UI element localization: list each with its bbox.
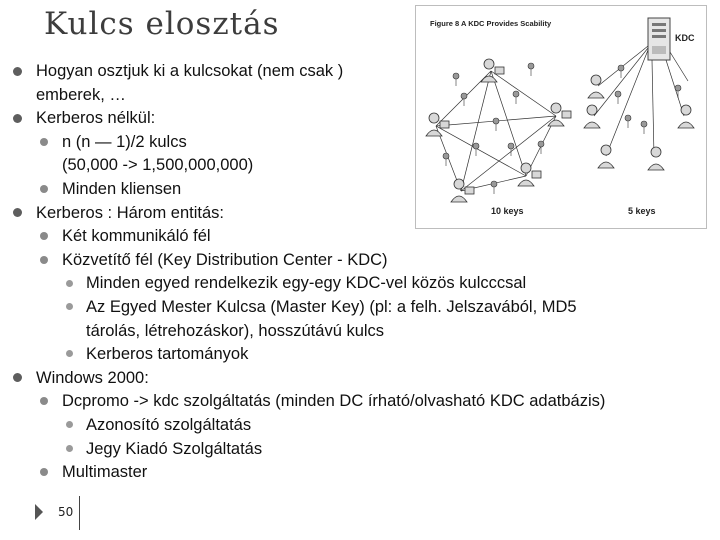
bullet-item: Kerberos nélkül: — [36, 109, 156, 128]
bullet-item: Azonosító szolgáltatás — [86, 416, 252, 434]
bullet-dot — [66, 303, 73, 310]
bullet-continuation: tárolás, létrehozáskor), hosszútávú kulcs — [86, 321, 385, 340]
left-key-icons — [443, 63, 544, 194]
kdc-server-icon — [648, 18, 670, 60]
bullet-dot — [66, 421, 73, 428]
page-number: 50 — [58, 505, 74, 519]
bullet-dot — [66, 445, 73, 452]
left-user-icons — [426, 59, 571, 202]
bullet-dot — [40, 468, 48, 476]
bullet-item: Jegy Kiadó Szolgáltatás — [86, 439, 263, 458]
left-keys-label: 10 keys — [491, 206, 524, 216]
bullet-item: Minden egyed rendelkezik egy-egy KDC-vel közös kulcccsal — [86, 274, 527, 293]
bullet-dot — [13, 373, 22, 382]
bullet-item: Dcpromo -> kdc szolgáltatás (minden DC írható/olvasható KDC adatbázis) — [62, 392, 606, 411]
bullet-dot — [13, 208, 22, 217]
figure-caption: Figure 8 A KDC Provides Scability — [430, 19, 552, 28]
bullet-item: Multimaster — [62, 463, 148, 482]
bullet-dot — [66, 280, 73, 287]
bullet-dot — [66, 350, 73, 357]
slide-title: Kulcs elosztás — [44, 6, 280, 42]
bullet-item: Közvetítő fél (Key Distribution Center - KDC) — [62, 250, 388, 269]
bullet-dot — [40, 185, 48, 193]
kdc-diagram — [416, 6, 706, 228]
bullet-dot — [40, 256, 48, 264]
page-divider — [79, 496, 80, 530]
kdc-label: KDC — [675, 33, 695, 43]
bullet-item: Az Egyed Mester Kulcsa (Master Key) (pl: a felh. Jelszavából, MD5 — [86, 298, 577, 316]
bullet-dot — [40, 397, 48, 405]
bullet-item: Kerberos : Három entitás: — [36, 203, 224, 222]
page-marker-icon — [35, 504, 43, 520]
kdc-scalability-figure — [415, 5, 707, 229]
bullet-item: n (n — 1)/2 kulcs — [62, 132, 187, 151]
bullet-dot — [13, 67, 22, 76]
bullet-continuation: (50,000 -> 1,500,000,000) — [62, 156, 254, 175]
bullet-dot — [13, 114, 22, 123]
bullet-dot — [40, 138, 48, 146]
right-star-lines — [594, 46, 688, 156]
right-keys-label: 5 keys — [628, 206, 656, 216]
bullet-item: Hogyan osztjuk ki a kulcsokat (nem csak ) — [36, 62, 344, 80]
bullet-dot — [40, 232, 48, 240]
bullet-item: Windows 2000: — [36, 368, 149, 387]
bullet-item: Két kommunikáló fél — [62, 227, 211, 246]
bullet-item: Kerberos tartományok — [86, 345, 249, 364]
bullet-item: Minden kliensen — [62, 180, 182, 198]
bullet-continuation: emberek, … — [36, 85, 126, 104]
